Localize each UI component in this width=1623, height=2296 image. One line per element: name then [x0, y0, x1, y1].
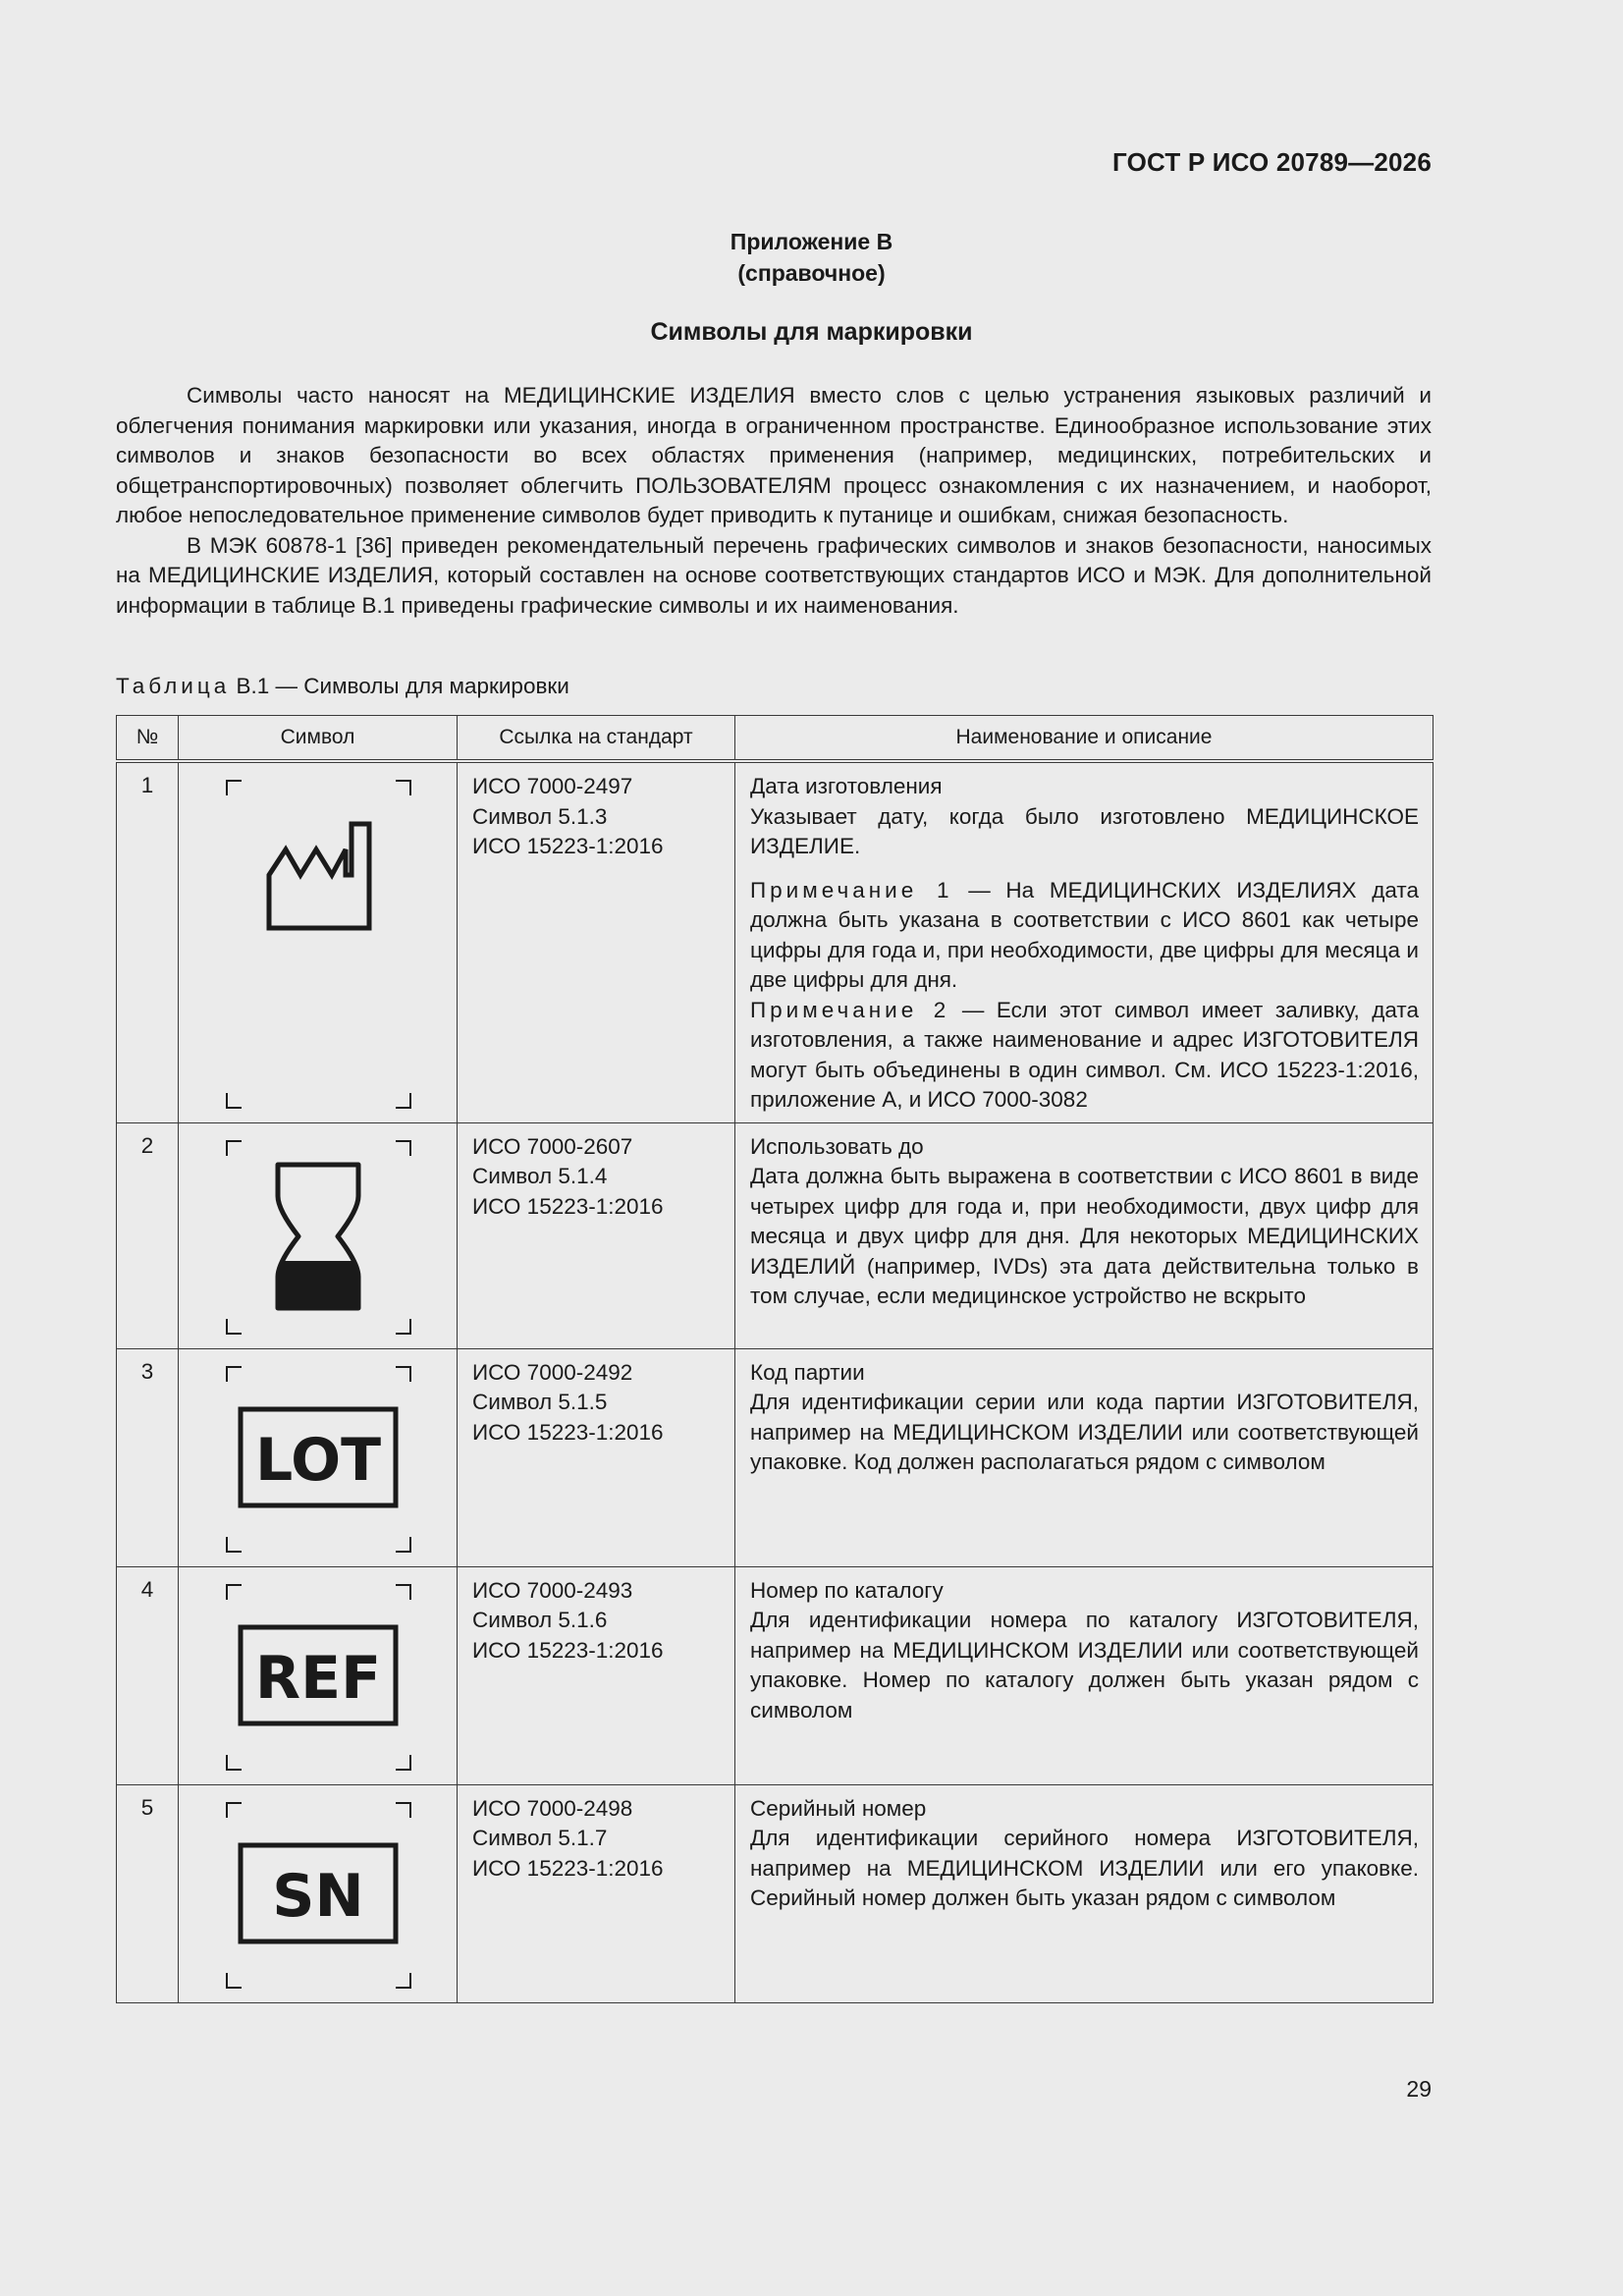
intro-text — [116, 381, 1432, 621]
row-number: 4 — [117, 1566, 179, 1784]
standard-reference-cell: ИСО 7000-2492 Символ 5.1.5 ИСО 15223-1:2016 — [458, 1348, 735, 1566]
symbol-title: Использовать до — [750, 1133, 924, 1159]
ref-catalogue-number-icon — [238, 1624, 399, 1726]
header-standard-reference: Ссылка на стандарт — [458, 716, 735, 762]
symbol-cell — [179, 1348, 458, 1566]
symbol-cell — [179, 761, 458, 1122]
symbol-title: Дата изготовления — [750, 774, 943, 798]
table-row — [117, 1122, 1434, 1348]
standard-reference-cell: ИСО 7000-2607 Символ 5.1.4 ИСО 15223-1:2016 — [458, 1122, 735, 1348]
standard-reference-cell: ИСО 7000-2497 Символ 5.1.3 ИСО 15223-1:2016 — [458, 761, 735, 1122]
lot-code-icon — [238, 1406, 399, 1508]
intro-paragraph-1: Символы часто наносят на МЕДИЦИНСКИЕ ИЗДЕЛИЯ вместо слов с целью устранения языковых различий и облегчения понимания маркировки или указания, иногда в ограниченном пространстве. Единообразное использование этих символов и знаков безопасности во всех областях применения (например, медицинских, потребительских и общетранспортировочных) позволяет облегчить ПОЛЬЗОВАТЕЛЯМ процесс ознакомления с их назначением, и наоборот, любое непоследовательное применение символов будет приводить к путанице и ошибкам, снижая безопасность. — [116, 383, 1432, 527]
symbols-table — [116, 715, 1434, 2003]
appendix-title: Приложение В — [730, 229, 893, 254]
sn-serial-number-icon — [238, 1842, 399, 1944]
svg-text:LOT: LOT — [254, 1425, 382, 1495]
factory-date-of-manufacture-icon — [249, 806, 387, 944]
section-title: Символы для маркировки — [650, 318, 973, 346]
svg-text:SN: SN — [272, 1861, 364, 1931]
header-name-description: Наименование и описание — [735, 716, 1434, 762]
symbol-description: Указывает дату, когда было изготовлено МЕДИЦИНСКОЕ ИЗДЕЛИЕ. — [750, 803, 1419, 858]
row-number: 5 — [117, 1784, 179, 2002]
header-number: № — [117, 716, 179, 762]
symbol-cell — [179, 1566, 458, 1784]
symbol-description: Для идентификации номера по каталогу ИЗГОТОВИТЕЛЯ, например на МЕДИЦИНСКОМ ИЗДЕЛИИ или соответствующей упаковке. Номер по каталогу должен быть указан рядом с символом — [750, 1608, 1419, 1722]
symbol-title: Код партии — [750, 1359, 865, 1385]
table-row — [117, 1348, 1434, 1566]
description-cell — [735, 1784, 1434, 2002]
page-number: 29 — [1406, 2076, 1432, 2102]
appendix-heading — [0, 226, 1623, 289]
symbol-cell — [179, 1784, 458, 2002]
row-number: 1 — [117, 761, 179, 1122]
table-row — [117, 1566, 1434, 1784]
symbol-title: Серийный номер — [750, 1795, 927, 1821]
table-row — [117, 1784, 1434, 2002]
symbol-title: Номер по каталогу — [750, 1577, 944, 1603]
note-2: Примечание 2 — Если этот символ имеет заливку, дата изготовления, а также наименование и адрес ИЗГОТОВИТЕЛЯ могут быть объединены в один символ. См. ИСО 15223-1:2016, приложение А, и ИСО 7000-3082 — [750, 997, 1419, 1112]
description-cell — [735, 1566, 1434, 1784]
appendix-subtitle: (справочное) — [737, 260, 886, 286]
symbol-description: Для идентификации серии или кода партии ИЗГОТОВИТЕЛЯ, например на МЕДИЦИНСКОМ ИЗДЕЛИИ или соответствующей упаковке. Код должен располагаться рядом с символом — [750, 1390, 1419, 1474]
description-cell — [735, 1348, 1434, 1566]
standard-reference-cell: ИСО 7000-2493 Символ 5.1.6 ИСО 15223-1:2016 — [458, 1566, 735, 1784]
description-cell — [735, 1122, 1434, 1348]
table-header-row — [117, 716, 1434, 762]
table-row — [117, 761, 1434, 1122]
document-code: ГОСТ Р ИСО 20789—2026 — [1111, 147, 1432, 177]
header-symbol: Символ — [179, 716, 458, 762]
intro-paragraph-2: В МЭК 60878-1 [36] приведен рекомендательный перечень графических символов и знаков безопасности, наносимых на МЕДИЦИНСКИЕ ИЗДЕЛИЯ, который составлен на основе соответствующих стандартов ИСО и МЭК. Для дополнительной информации в таблице В.1 приведены графические символы и их наименования. — [116, 532, 1432, 618]
table-caption-label: Таблица — [116, 674, 231, 698]
description-cell — [735, 761, 1434, 1122]
symbol-description: Дата должна быть выражена в соответствии с ИСО 8601 в виде четырех цифр для года и, при необходимости, двух цифр для месяца и двух цифр для дня. Для некоторых МЕДИЦИНСКИХ ИЗДЕЛИЙ (например, IVDs) эта дата действительна только в том случае, если медицинское устройство не вскрыто — [750, 1164, 1419, 1308]
row-number: 2 — [117, 1122, 179, 1348]
table-caption-text: В.1 — Символы для маркировки — [236, 674, 569, 698]
row-number: 3 — [117, 1348, 179, 1566]
symbol-description: Для идентификации серийного номера ИЗГОТОВИТЕЛЯ, например на МЕДИЦИНСКОМ ИЗДЕЛИИ или его упаковке. Серийный номер должен быть указан рядом с символом — [750, 1826, 1419, 1910]
note-1: Примечание 1 — На МЕДИЦИНСКИХ ИЗДЕЛИЯХ дата должна быть указана в соответствии с ИСО 8601 как четыре цифры для года и, при необходимости, две цифры для месяца и две цифры для дня. — [750, 877, 1419, 992]
symbol-cell — [179, 1122, 458, 1348]
hourglass-use-by-icon — [259, 1153, 377, 1320]
standard-reference-cell: ИСО 7000-2498 Символ 5.1.7 ИСО 15223-1:2016 — [458, 1784, 735, 2002]
table-caption — [116, 674, 569, 699]
svg-text:REF: REF — [254, 1643, 382, 1713]
